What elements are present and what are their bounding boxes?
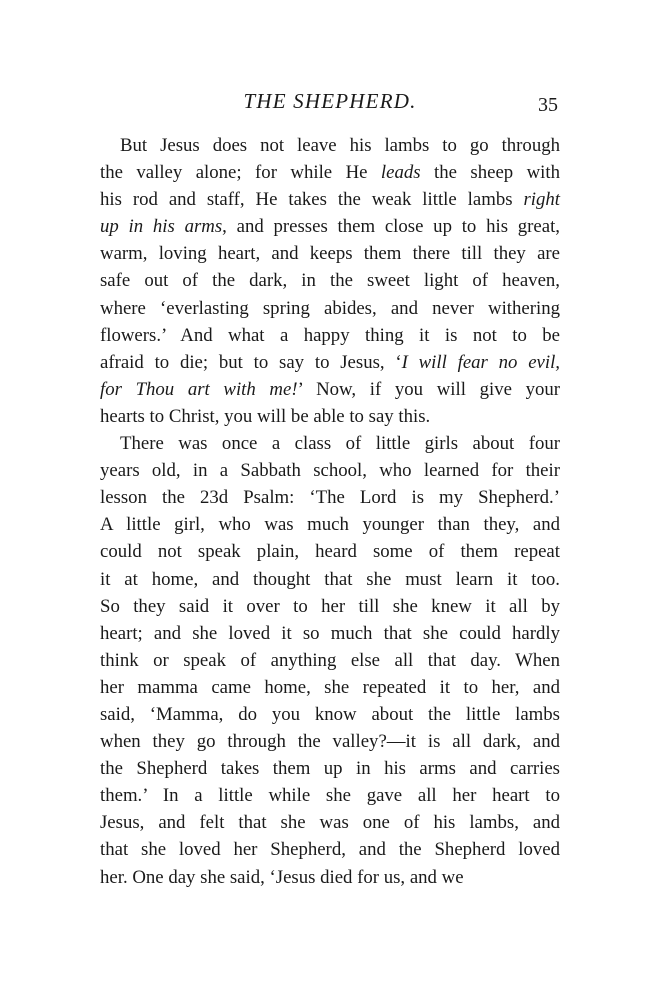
- text-line: [100, 755, 560, 782]
- text-line: [100, 511, 560, 538]
- text-line: [100, 159, 560, 186]
- text-run: her. One day she said, ‘Jesus died for us, and we: [100, 866, 464, 888]
- text-line: [100, 403, 560, 430]
- text-run: So they said it over to her till she knew it all by: [100, 595, 560, 617]
- text-run: the sheep with: [420, 162, 561, 184]
- italic-text: leads: [380, 162, 421, 184]
- body-text: [100, 132, 560, 891]
- text-line: [100, 376, 560, 403]
- text-run: afraid to die; but to say to Jesus, ‘: [100, 351, 402, 373]
- text-run: But Jesus does not leave his lambs to go through: [120, 135, 560, 156]
- text-run: the valley alone; for while He: [100, 162, 381, 184]
- text-run: heart; and she loved it so much that she could hardly: [100, 622, 560, 644]
- page-number: 35: [538, 94, 558, 116]
- text-run: warm, loving heart, and keeps them there till they are: [100, 243, 560, 265]
- italic-text: up in his arms: [100, 216, 223, 238]
- text-line: [100, 864, 560, 891]
- text-line: [100, 430, 560, 457]
- text-run: that she loved her Shepherd, and the Shepherd loved: [100, 839, 560, 861]
- text-line: [100, 620, 560, 647]
- text-line: [100, 349, 560, 376]
- text-line: [100, 566, 560, 593]
- text-line: [100, 647, 560, 674]
- italic-text: right: [523, 189, 560, 211]
- text-line: [100, 593, 560, 620]
- text-run: her mamma came home, she repeated it to her, and: [100, 676, 560, 698]
- text-run: A little girl, who was much younger than they, and: [100, 514, 560, 536]
- text-line: [100, 538, 560, 565]
- text-line: [100, 240, 560, 267]
- text-run: the Shepherd takes them up in his arms and carries: [100, 758, 560, 780]
- text-run: lesson the 23d Psalm: ‘The Lord is my Shepherd.’: [100, 487, 560, 509]
- text-run: where ‘everlasting spring abides, and never withering: [100, 297, 560, 319]
- text-line: [100, 132, 560, 159]
- text-line: [100, 728, 560, 755]
- text-line: [100, 457, 560, 484]
- text-run: ’ Now, if you will give your: [297, 378, 560, 400]
- text-line: [100, 674, 560, 701]
- text-run: it at home, and thought that she must learn it too.: [100, 568, 560, 590]
- text-run: Jesus, and felt that she was one of his lambs, and: [100, 812, 560, 834]
- running-head: [100, 86, 560, 120]
- text-line: [100, 782, 560, 809]
- text-run: them.’ In a little while she gave all her heart to: [100, 785, 560, 807]
- paragraph: [100, 132, 560, 430]
- text-run: hearts to Christ, you will be able to say this.: [100, 405, 431, 427]
- text-line: [100, 267, 560, 294]
- text-run: his rod and staff, He takes the weak little lambs: [100, 189, 524, 211]
- text-line: [100, 295, 560, 322]
- text-line: [100, 809, 560, 836]
- text-run: There was once a class of little girls about four: [120, 433, 560, 455]
- paragraph: [100, 430, 560, 891]
- text-run: could not speak plain, heard some of them repeat: [100, 541, 560, 563]
- text-line: [100, 213, 560, 240]
- text-run: years old, in a Sabbath school, who learned for their: [100, 460, 560, 482]
- text-line: [100, 186, 560, 213]
- text-line: [100, 484, 560, 511]
- text-run: when they go through the valley?—it is all dark, and: [100, 731, 560, 753]
- text-line: [100, 322, 560, 349]
- text-run: said, ‘Mamma, do you know about the little lambs: [100, 703, 560, 725]
- text-run: safe out of the dark, in the sweet light of heaven,: [100, 270, 560, 292]
- text-line: [100, 701, 560, 728]
- italic-text: I will fear no evil,: [401, 351, 560, 373]
- text-run: think or speak of anything else all that day. When: [100, 649, 560, 671]
- text-line: [100, 836, 560, 863]
- italic-text: for Thou art with me!: [100, 378, 298, 400]
- running-title: THE SHEPHERD.: [243, 89, 417, 113]
- text-run: , and presses them close up to his great,: [222, 216, 560, 238]
- text-run: flowers.’ And what a happy thing it is not to be: [100, 324, 560, 346]
